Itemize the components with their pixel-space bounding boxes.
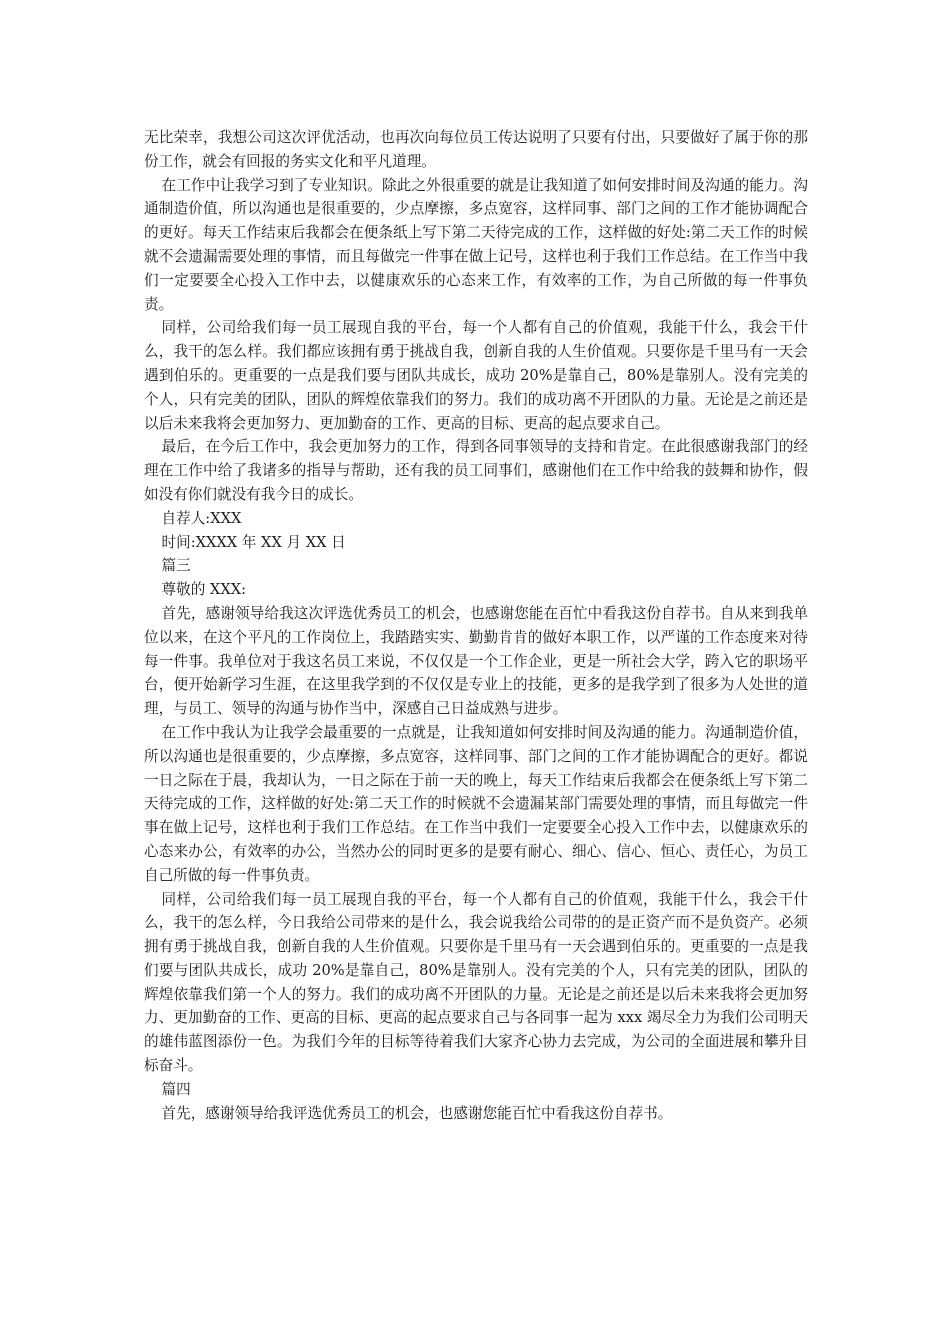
section-heading-3: 篇三 [161, 557, 191, 575]
paragraph-conclusion: 最后，在今后工作中，我会更加努力的工作，得到各同事领导的支持和肯定。在此很感谢我部门的经理在工作中给了我诸多的指导与帮助，还有我的员工同事们，感谢他们在工作中给我的鼓舞和协作，假如没有你们就没有我今日的成长。 [144, 438, 808, 503]
signature-date: 时间:XXXX 年 XX 月 XX 日 [161, 533, 346, 551]
paragraph-s3-opening: 首先，感谢领导给我这次评选优秀员工的机会，也感谢您能在百忙中看我这份自荐书。自从来到我单位以来，在这个平凡的工作岗位上，我踏踏实实、勤勤肯肯的做好本职工作，以严谨的工作态度来对待每一件事。我单位对于我这名员工来说，不仅仅是一个工作企业，更是一所社会大学，跨入它的职场平台，便开始新学习生涯，在这里我学到的不仅仅是专业上的技能，更多的是我学到了很多为人处世的道理，与员工、领导的沟通与协作当中，深感自己日益成熟与进步。 [144, 604, 808, 718]
section-heading-4: 篇四 [161, 1080, 191, 1098]
paragraph-s3-communication: 在工作中我认为让我学会最重要的一点就是，让我知道如何安排时间及沟通的能力。沟通制造价值，所以沟通也是很重要的，少点摩擦，多点宽容，这样同事、部门之间的工作才能协调配合的更好。都说一日之际在于晨，我却认为，一日之际在于前一天的晚上，每天工作结束后我都会在便条纸上写下第二天待完成的工作，这样做的好处:第二天工作的时候就不会遗漏某部门需要处理的事情，而且每做完一件事在做上记号，这样也利于我们工作总结。在工作当中我们一定要要全心投入工作中去，以健康欢乐的心态来办公，有效率的办公，当然办公的同时更多的是要有耐心、细心、信心、恒心、责任心，为员工自己所做的每一件事负责。 [144, 723, 808, 884]
salutation: 尊敬的 XXX: [161, 581, 247, 599]
paragraph-work-skills: 在工作中让我学习到了专业知识。除此之外很重要的就是让我知道了如何安排时间及沟通的能力。沟通制造价值，所以沟通也是很重要的，少点摩擦，多点宽容，这样同事、部门之间的工作才能协调配合的更好。每天工作结束后我都会在便条纸上写下第二天待完成的工作，这样做的好处:第二天工作的时候就不会遗漏需要处理的事情，而且每做完一件事在做上记号，这样也利于我们工作总结。在工作当中我们一定要要全心投入工作中去，以健康欢乐的心态来工作，有效率的工作，为自己所做的每一件事负责。 [144, 176, 808, 313]
paragraph-intro-closing: 无比荣幸，我想公司这次评优活动，也再次向每位员工传达说明了只要有付出，只要做好了属于你的那份工作，就会有回报的务实文化和平凡道理。 [144, 129, 808, 170]
paragraph-s3-team: 同样，公司给我们每一员工展现自我的平台，每一个人都有自己的价值观，我能干什么，我会干什么，我干的怎么样，今日我给公司带来的是什么，我会说我给公司带的的是正资产而不是负资产。必须拥有勇于挑战自我，创新自我的人生价值观。只要你是千里马有一天会遇到伯乐的。更重要的一点是我们要与团队共成长，成功 20%是靠自己，80%是靠别人。没有完美的个人，只有完美的团队，团队的辉煌依靠我们第一个人的努力。我们的成功离不开团队的力量。无论是之前还是以后未来我将会更加努力、更加勤奋的工作、更高的目标、更高的起点要求自己与各同事一起为 xxx 竭尽全力为我们公司明天的雄伟蓝图添份一色。为我们今年的目标等待着我们大家齐心协力去完成，为公司的全面进展和攀升目标奋斗。 [144, 890, 808, 1075]
paragraph-team-growth: 同样，公司给我们每一员工展现自我的平台，每一个人都有自己的价值观，我能干什么，我会干什么，我干的怎么样。我们都应该拥有勇于挑战自我，创新自我的人生价值观。只要你是千里马有一天会遇到伯乐的。更重要的一点是我们要与团队共成长，成功 20%是靠自己，80%是靠别人。没有完美的个人，只有完美的团队，团队的辉煌依靠我们的努力。我们的成功离不开团队的力量。无论是之前还是以后未来我将会更加努力、更加勤奋的工作、更高的目标、更高的起点要求自己。 [144, 319, 808, 432]
signature-recommender: 自荐人:XXX [161, 509, 242, 527]
document-body [144, 126, 808, 1125]
paragraph-s4-opening: 首先，感谢领导给我评选优秀员工的机会，也感谢您能百忙中看我这份自荐书。 [161, 1104, 673, 1122]
